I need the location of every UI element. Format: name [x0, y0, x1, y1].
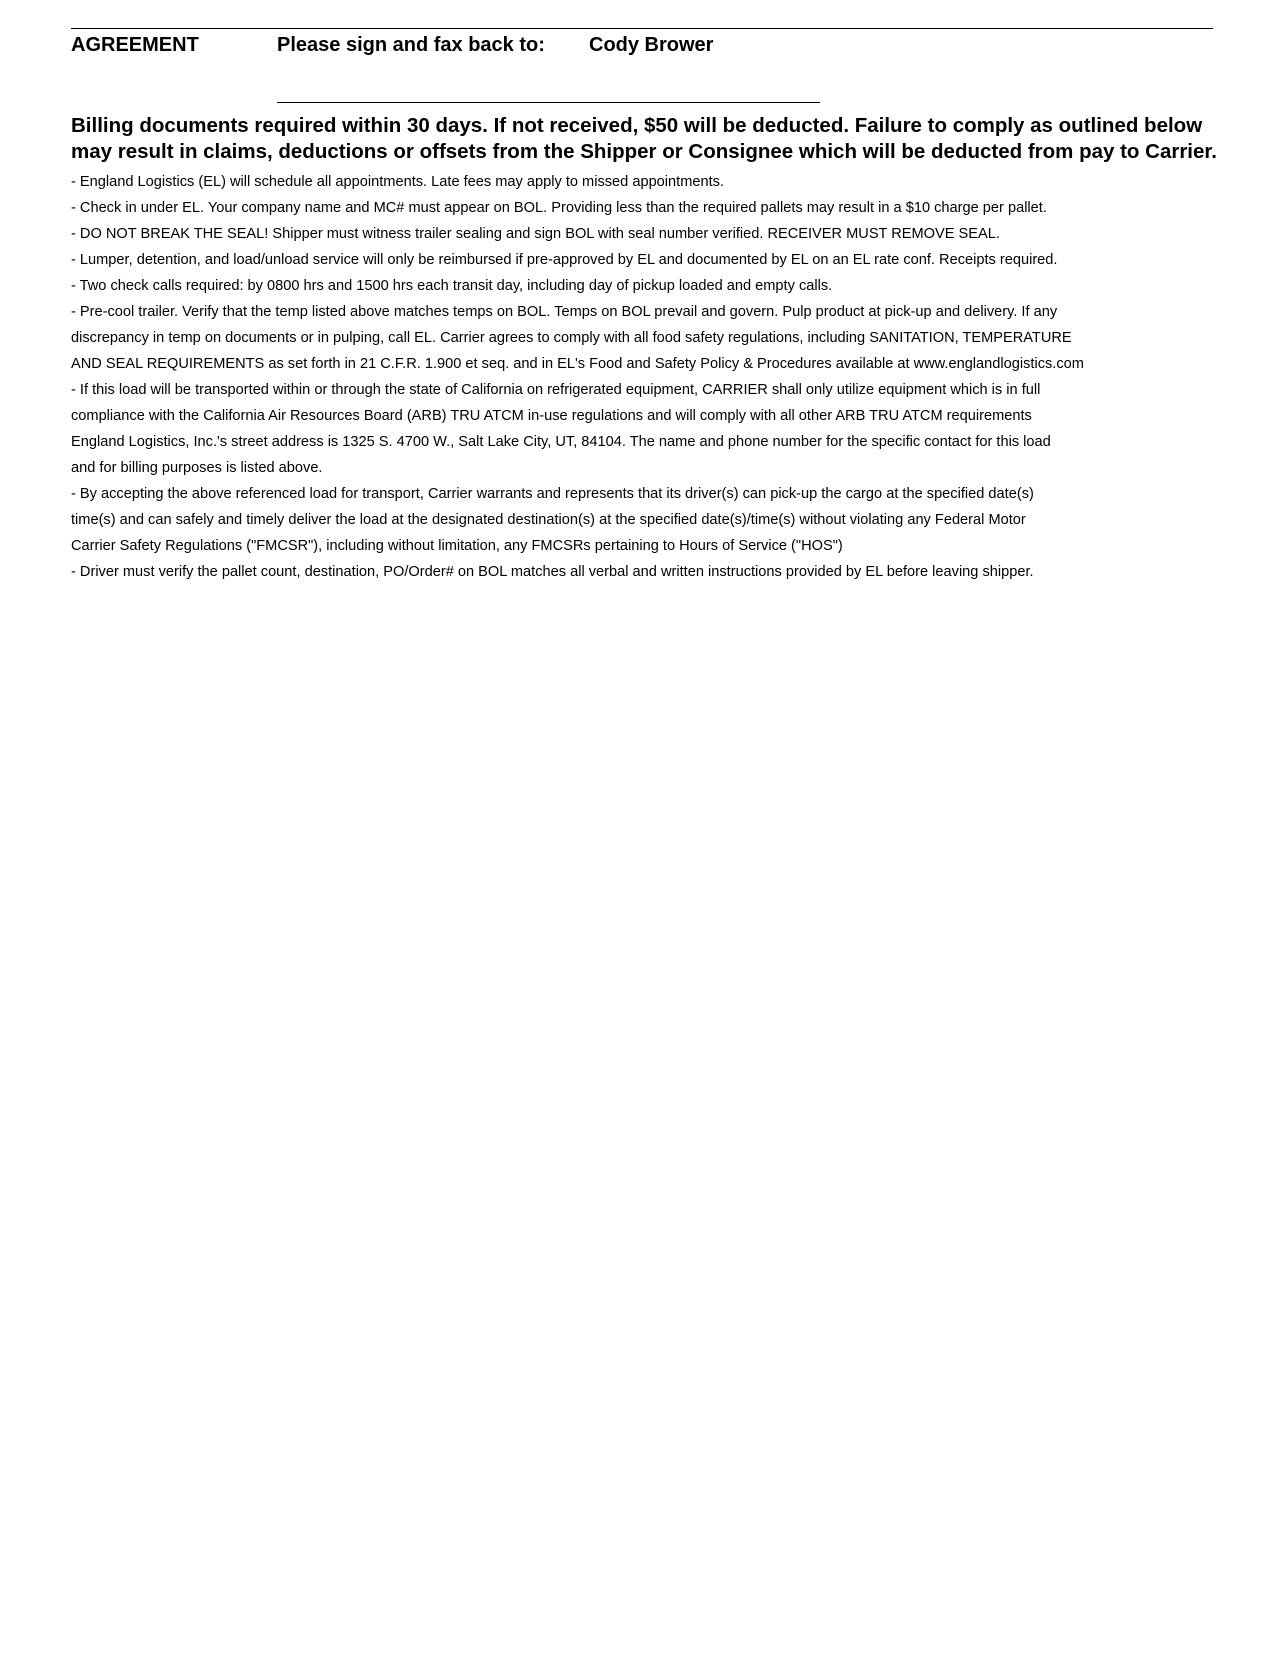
terms-line: time(s) and can safely and timely deliver the load at the designated destination(s) at the specified date(s)/time(s) without violating any Federal Motor — [71, 512, 1026, 528]
terms-line: - If this load will be transported within or through the state of California on refrigerated equipment, CARRIER shall only utilize equipment which is in full — [71, 382, 1041, 398]
contact-name: Cody Brower — [589, 34, 714, 56]
terms-line: - Check in under EL. Your company name and MC# must appear on BOL. Providing less than the required pallets may result in a $10 charge per pallet. — [71, 200, 1047, 216]
terms-line: - By accepting the above referenced load for transport, Carrier warrants and represents that its driver(s) can pick-up the cargo at the specified date(s) — [71, 486, 1034, 502]
billing-notice — [71, 113, 1276, 165]
terms-line: compliance with the California Air Resources Board (ARB) TRU ATCM in-use regulations and will comply with all other ARB TRU ATCM requirements — [71, 408, 1032, 424]
terms-line: - Two check calls required: by 0800 hrs and 1500 hrs each transit day, including day of pickup loaded and empty calls. — [71, 278, 833, 294]
terms-line: discrepancy in temp on documents or in pulping, call EL. Carrier agrees to comply with all food safety regulations, including SANITATION, TEMPERATURE — [71, 330, 1072, 346]
signature-line — [277, 102, 820, 103]
terms-line: AND SEAL REQUIREMENTS as set forth in 21 C.F.R. 1.900 et seq. and in EL's Food and Safety Policy & Procedures available at www.englandlogistics.com — [71, 356, 1084, 372]
section-title: AGREEMENT — [71, 34, 199, 56]
terms-line: - Lumper, detention, and load/unload service will only be reimbursed if pre-approved by EL and documented by EL on an EL rate conf. Receipts required. — [71, 252, 1058, 268]
top-divider — [71, 28, 1213, 29]
billing-notice-line: Billing documents required within 30 days. If not received, $50 will be deducted. Failure to comply as outlined below — [71, 114, 1203, 137]
billing-notice-line: may result in claims, deductions or offsets from the Shipper or Consignee which will be deducted from pay to Carrier. — [71, 140, 1217, 163]
terms-line: - Driver must verify the pallet count, destination, PO/Order# on BOL matches all verbal and written instructions provided by EL before leaving shipper. — [71, 564, 1034, 580]
terms-line: Carrier Safety Regulations ("FMCSR"), including without limitation, any FMCSRs pertaining to Hours of Service ("HOS") — [71, 538, 843, 554]
sign-instruction: Please sign and fax back to: — [277, 34, 545, 56]
terms-list — [71, 169, 1241, 585]
terms-line: - Pre-cool trailer. Verify that the temp listed above matches temps on BOL. Temps on BOL prevail and govern. Pulp product at pick-up and delivery. If any — [71, 304, 1058, 320]
terms-line: - DO NOT BREAK THE SEAL! Shipper must witness trailer sealing and sign BOL with seal number verified. RECEIVER MUST REMOVE SEAL. — [71, 226, 1000, 242]
terms-line: and for billing purposes is listed above. — [71, 460, 323, 476]
terms-line: - England Logistics (EL) will schedule all appointments. Late fees may apply to missed appointments. — [71, 174, 725, 190]
terms-line: England Logistics, Inc.'s street address is 1325 S. 4700 W., Salt Lake City, UT, 84104. The name and phone number for the specific contact for this load — [71, 434, 1051, 450]
